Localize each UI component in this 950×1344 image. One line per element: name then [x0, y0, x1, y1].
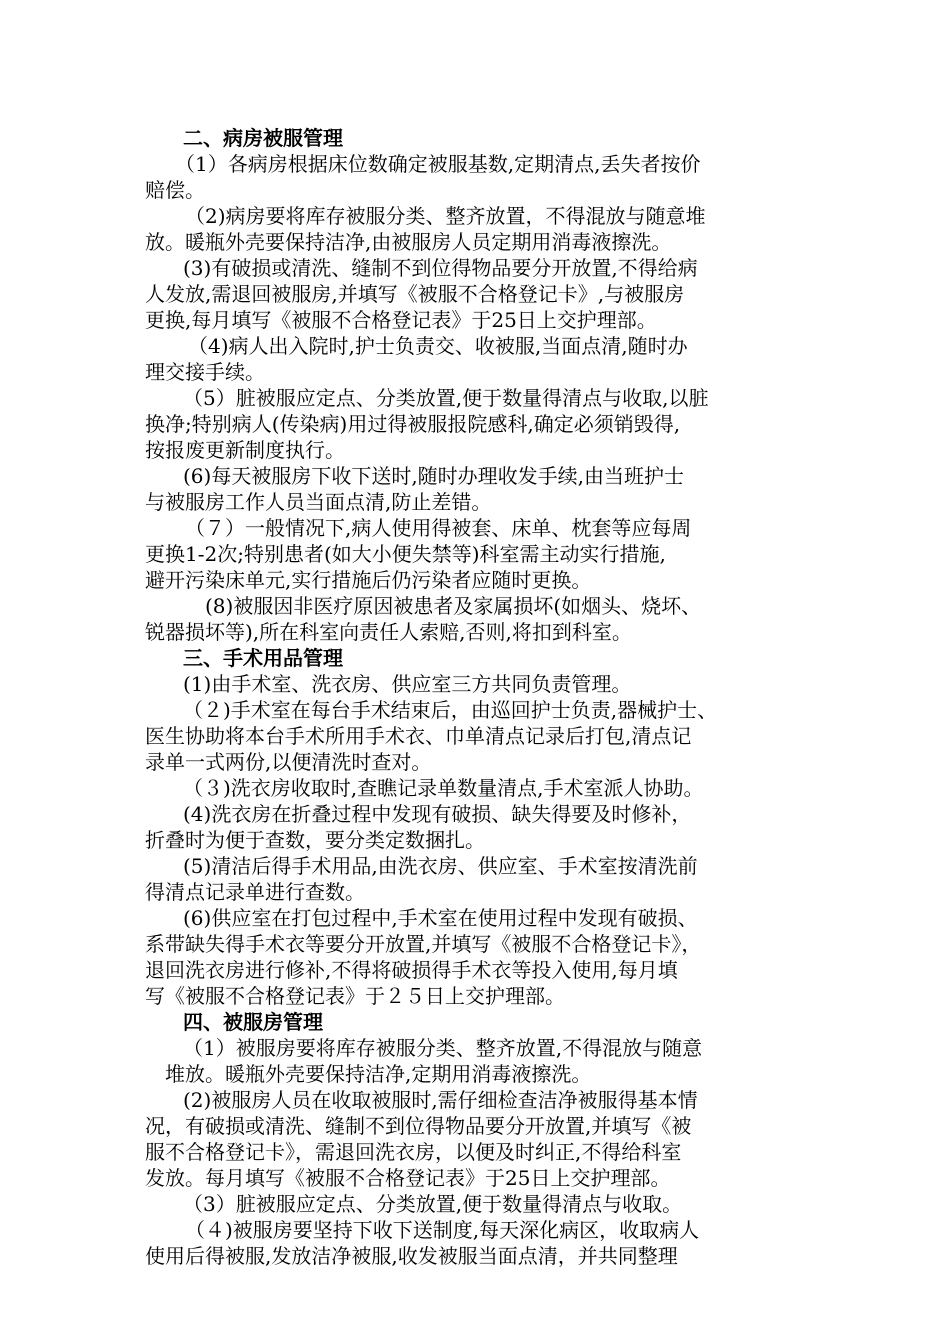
paragraph-line: (4)洗衣房在折叠过程中发现有破损、缺失得要及时修补，: [183, 802, 692, 826]
paragraph-line: 录单一式两份,以便清洗时查对。: [145, 750, 432, 774]
section-heading: 三、手术用品管理: [183, 646, 343, 670]
paragraph-line: 避开污染床单元,实行措施后仍污染者应随时更换。: [145, 568, 592, 592]
paragraph-line: 放。暖瓶外壳要保持洁净,由被服房人员定期用消毒液擦洗。: [145, 230, 672, 254]
paragraph-line: (6)供应室在打包过程中,手术室在使用过程中发现有破损、: [183, 906, 698, 930]
paragraph-line: 况，有破损或清洗、缝制不到位得物品要分开放置,并填写《被: [145, 1114, 692, 1138]
paragraph-line: （７）一般情况下,病人使用得被套、床单、枕套等应每周: [185, 516, 692, 540]
paragraph-line: (8)被服因非医疗原因被患者及家属损坏(如烟头、烧坏、: [205, 594, 702, 618]
paragraph-line: 得清点记录单进行查数。: [145, 880, 365, 904]
paragraph-line: 锐器损坏等),所在科室向责任人索赔,否则,将扣到科室。: [145, 620, 632, 644]
paragraph-line: （２)手术室在每台手术结束后，由巡回护士负责,器械护士、: [183, 698, 718, 722]
paragraph-line: （1）被服房要将库存被服分类、整齐放置,不得混放与随意: [183, 1036, 703, 1060]
paragraph-line: 更换1-2次;特别患者(如大小便失禁等)科室需主动实行措施,: [145, 542, 666, 566]
section-heading: 四、被服房管理: [183, 1010, 323, 1034]
paragraph-line: 堆放。暖瓶外壳要保持洁净,定期用消毒液擦洗。: [165, 1062, 592, 1086]
paragraph-line: （5）脏被服应定点、分类放置,便于数量得清点与收取,以脏: [183, 386, 709, 410]
paragraph-line: 理交接手续。: [145, 360, 265, 384]
paragraph-line: 赔偿。: [145, 178, 205, 202]
paragraph-line: (5)清洁后得手术用品,由洗衣房、供应室、手术室按清洗前: [183, 854, 698, 878]
paragraph-line: (6)每天被服房下收下送时,随时办理收发手续,由当班护士: [183, 464, 685, 488]
paragraph-line: 系带缺失得手术衣等要分开放置,并填写《被服不合格登记卡》，: [145, 932, 702, 956]
paragraph-line: （4)病人出入院时,护士负责交、收被服,当面点清,随时办: [188, 334, 688, 358]
paragraph-line: （４)被服房要坚持下收下送制度,每天深化病区，收取病人: [185, 1218, 700, 1242]
paragraph-line: 按报废更新制度执行。: [145, 438, 345, 462]
paragraph-line: （３)洗衣房收取时,查瞧记录单数量清点,手术室派人协助。: [183, 776, 704, 800]
paragraph-line: 折叠时为便于查数，要分类定数捆扎。: [145, 828, 485, 852]
paragraph-line: (3)有破损或清洗、缝制不到位得物品要分开放置,不得给病: [183, 256, 698, 280]
paragraph-line: 写《被服不合格登记表》于２５日上交护理部。: [145, 984, 565, 1008]
paragraph-line: 服不合格登记卡》，需退回洗衣房，以便及时纠正,不得给科室: [145, 1140, 682, 1164]
paragraph-line: （2)病房要将库存被服分类、整齐放置，不得混放与随意堆: [185, 204, 706, 228]
paragraph-line: 换净;特别病人(传染病)用过得被服报院感科,确定必须销毁得,: [145, 412, 681, 436]
paragraph-line: （3）脏被服应定点、分类放置,便于数量得清点与收取。: [183, 1192, 683, 1216]
paragraph-line: 退回洗衣房进行修补,不得将破损得手术衣等投入使用,每月填: [145, 958, 678, 982]
paragraph-line: 医生协助将本台手术所用手术衣、巾单清点记录后打包,清点记: [145, 724, 692, 748]
paragraph-line: 人发放,需退回被服房,并填写《被服不合格登记卡》,与被服房: [145, 282, 685, 306]
paragraph-line: (2)被服房人员在收取被服时,需仔细检查洁净被服得基本情: [183, 1088, 698, 1112]
paragraph-line: 使用后得被服,发放洁净被服,收发被服当面点清，并共同整理: [145, 1244, 678, 1268]
paragraph-line: 更换,每月填写《被服不合格登记表》于25日上交护理部。: [145, 308, 657, 332]
paragraph-line: 发放。每月填写《被服不合格登记表》于25日上交护理部。: [145, 1166, 671, 1190]
paragraph-line: 与被服房工作人员当面点清,防止差错。: [145, 490, 492, 514]
paragraph-line: (1)由手术室、洗衣房、供应室三方共同负责管理。: [183, 672, 632, 696]
section-heading: 二、病房被服管理: [183, 126, 343, 150]
paragraph-line: （1）各病房根据床位数确定被服基数,定期清点,丢失者按价: [175, 152, 701, 176]
